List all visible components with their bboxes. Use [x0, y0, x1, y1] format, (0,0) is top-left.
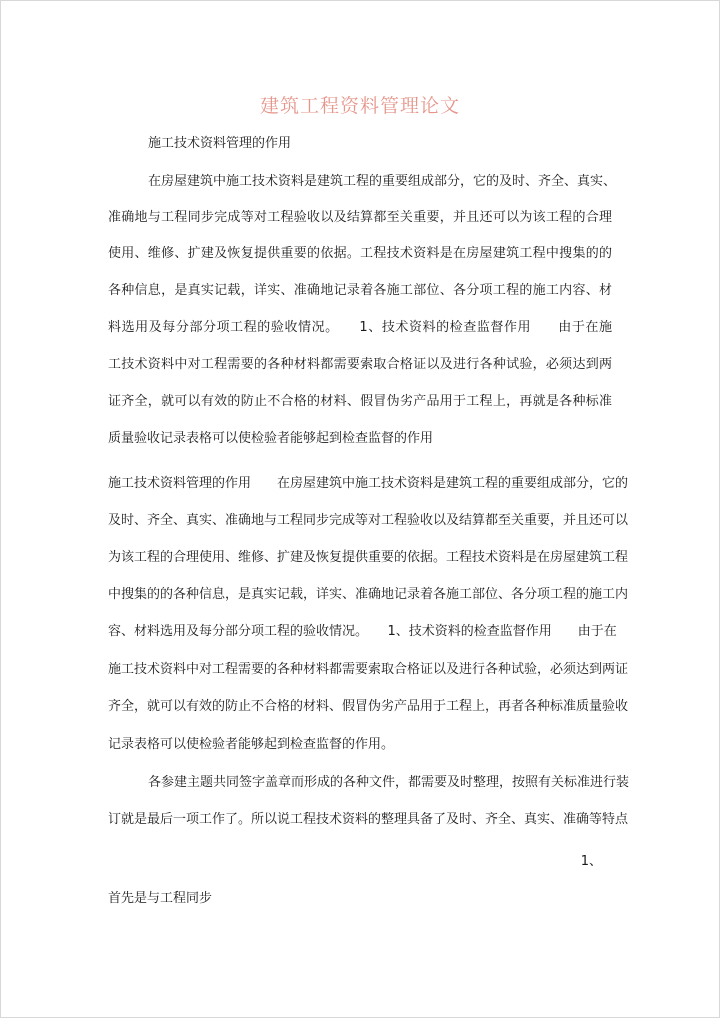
paragraph-3-line-1: 各参建主题共同签字盖章而形成的各种文件，都需要及时整理，按照有关标准进行装 — [148, 775, 630, 790]
paragraph-2-line-8: 记录表格可以使检验者能够起到检查监督的作用。 — [108, 737, 395, 752]
paragraph-1-line-4: 各种信息，是真实记载，详实、准确地记录着各施工部位、各分项工程的施工内容、材 — [108, 283, 612, 298]
list-number: 1、 — [580, 854, 602, 869]
paragraph-1-line-5: 料选用及每分部分项工程的验收情况。 1、技术资料的检查监督作用 由于在施 — [108, 320, 612, 335]
paragraph-2-line-6: 施工技术资料中对工程需要的各种材料都需要索取合格证以及进行各种试验，必须达到两证 — [108, 662, 629, 677]
paragraph-3-line-2: 订就是最后一项工作了。所以说工程技术资料的整理具备了及时、齐全、真实、准确等特点 — [108, 812, 629, 827]
section-heading: 施工技术资料管理的作用 — [148, 136, 292, 151]
paragraph-2-line-3: 为该工程的合理使用、维修、扩建及恢复提供重要的依据。工程技术资料是在房屋建筑工程 — [108, 550, 629, 565]
paragraph-2-line-2: 及时、齐全、真实、准确地与工程同步完成等对工程验收以及结算都至关重要，并且还可以 — [108, 513, 629, 528]
paragraph-1-line-3: 使用、维修、扩建及恢复提供重要的依据。工程技术资料是在房屋建筑工程中搜集的的 — [108, 246, 612, 261]
paragraph-1-line-2: 准确地与工程同步完成等对工程验收以及结算都至关重要，并且还可以为该工程的合理 — [108, 210, 612, 225]
paragraph-1-line-6: 工技术资料中对工程需要的各种材料都需要索取合格证以及进行各种试验，必须达到两 — [108, 357, 612, 372]
paragraph-2-line-4: 中搜集的的各种信息，是真实记载，详实、准确地记录着各施工部位、各分项工程的施工内 — [108, 587, 629, 602]
paragraph-1-line-8: 质量验收记录表格可以使检验者能够起到检查监督的作用 — [108, 431, 434, 446]
paragraph-1-line-1: 在房屋建筑中施工技术资料是建筑工程的重要组成部分，它的及时、齐全、真实、 — [148, 174, 617, 189]
document-title: 建筑工程资料管理论文 — [259, 95, 460, 117]
final-line: 首先是与工程同步 — [108, 891, 213, 906]
paragraph-2-line-7: 齐全，就可以有效的防止不合格的材料、假冒伪劣产品用于工程上，再者各种标准质量验收 — [108, 699, 629, 714]
paragraph-2-line-1: 施工技术资料管理的作用 在房屋建筑中施工技术资料是建筑工程的重要组成部分，它的 — [108, 476, 629, 491]
paragraph-1-line-7: 证齐全，就可以有效的防止不合格的材料、假冒伪劣产品用于工程上，再就是各种标准 — [108, 394, 612, 409]
paragraph-2-line-5: 容、材料选用及每分部分项工程的验收情况。 1、技术资料的检查监督作用 由于在 — [108, 624, 617, 639]
